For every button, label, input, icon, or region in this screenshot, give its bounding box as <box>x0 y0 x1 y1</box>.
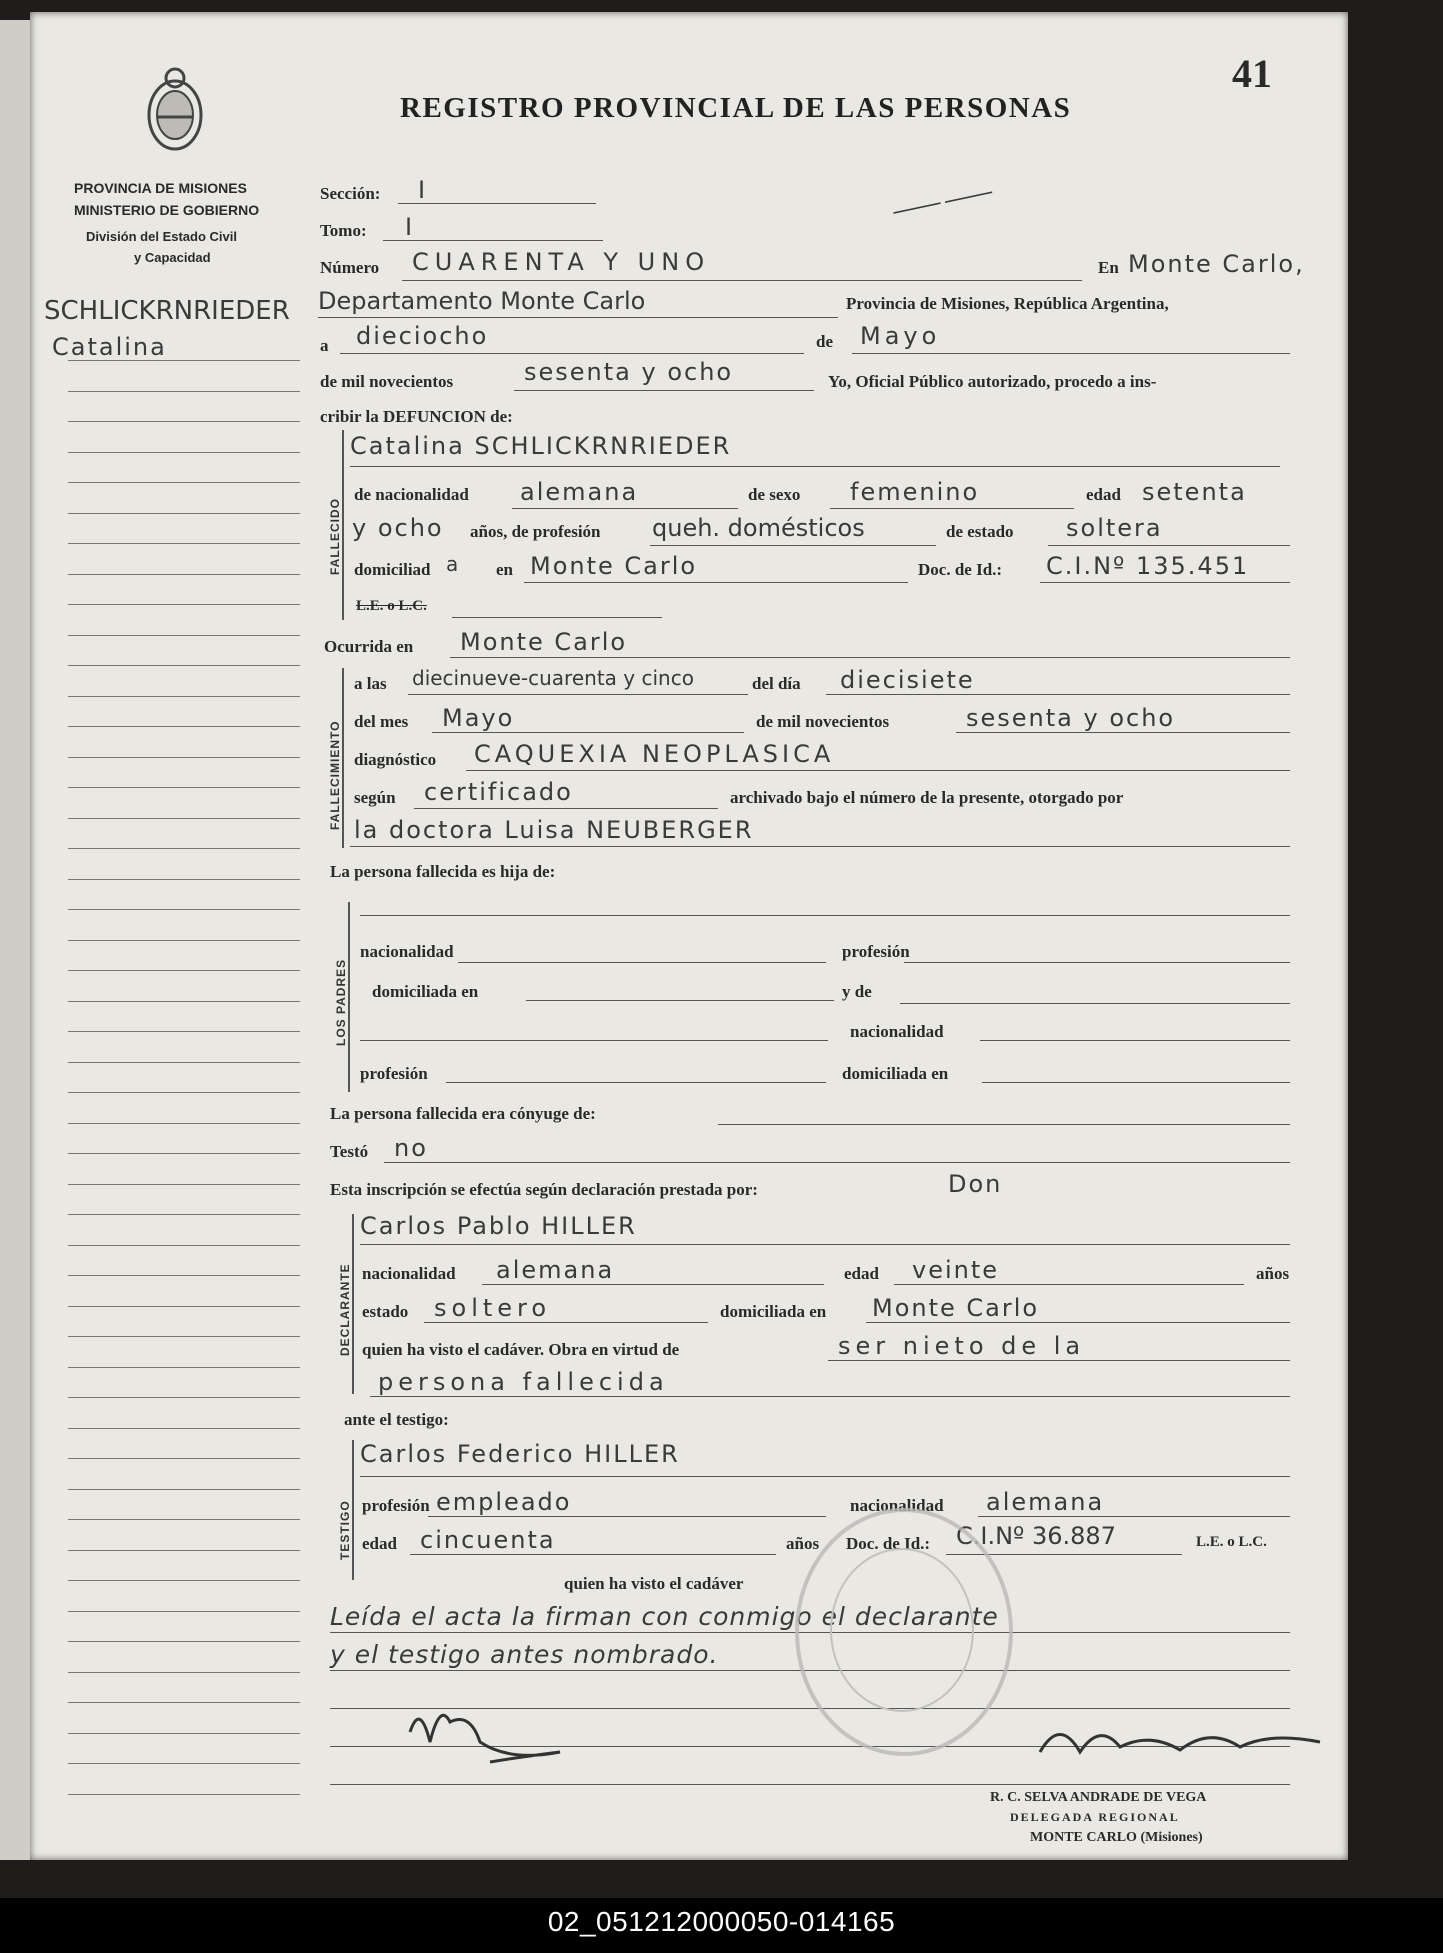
sello-linea-3: MONTE CARLO (Misiones) <box>1030 1830 1203 1845</box>
margin-ruled-line <box>68 1428 300 1429</box>
testigo-doc: C.I.Nº 36.887 <box>956 1522 1116 1550</box>
fallecido-edad-2: y ocho <box>352 514 444 542</box>
margin-ruled-line <box>68 1184 300 1185</box>
margin-ruled-line <box>68 604 300 605</box>
mes-value: Mayo <box>442 704 515 732</box>
margin-ruled-line <box>68 1733 300 1734</box>
fallecido-doc-label: Doc. de Id.: <box>918 560 1003 579</box>
cierre-lectura-2: y el testigo antes nombrado. <box>330 1640 719 1669</box>
padres-prof2-label: profesión <box>360 1064 428 1083</box>
oficial-text: Yo, Oficial Público autorizado, procedo a ins- <box>828 372 1157 391</box>
margin-ruled-line <box>68 970 300 971</box>
coat-of-arms-icon <box>140 60 210 160</box>
fallecimiento-anio-label: de mil novecientos <box>756 712 890 731</box>
margin-ruled-line <box>68 1275 300 1276</box>
diagnostico-label: diagnóstico <box>354 750 437 769</box>
declarante-nac-label: nacionalidad <box>362 1264 456 1283</box>
mes-value: Mayo <box>860 322 941 350</box>
padres-nac2-label: nacionalidad <box>850 1022 944 1041</box>
sello-linea-2: DELEGADA REGIONAL <box>1010 1810 1180 1824</box>
office-line-3: División del Estado Civil <box>86 229 237 244</box>
fallecido-domicilio: Monte Carlo <box>530 552 698 580</box>
fallecido-sexo: femenino <box>850 478 980 506</box>
office-line-4: y Capacidad <box>134 250 211 265</box>
segun-label: según <box>354 788 396 807</box>
sello-linea-1: R. C. SELVA ANDRADE DE VEGA <box>990 1790 1207 1805</box>
margin-ruled-line <box>68 848 300 849</box>
margin-name: Catalina <box>52 333 167 361</box>
conyuge-label: La persona fallecida era cónyuge de: <box>330 1104 596 1123</box>
dia-value: dieciocho <box>356 322 489 350</box>
testo-label: Testó <box>330 1142 369 1161</box>
testigo-nombre: Carlos Federico HILLER <box>360 1440 680 1468</box>
dia-value: diecisiete <box>840 666 975 694</box>
margin-surname: SCHLICKRNRIEDER <box>44 296 290 326</box>
fallecido-section-label: FALLECIDO <box>328 498 342 575</box>
image-id: 02_051212000050-014165 <box>547 1906 896 1937</box>
fallecimiento-section-label: FALLECIMIENTO <box>328 720 342 830</box>
fallecido-nacionalidad: alemana <box>520 478 639 506</box>
margin-ruled-line <box>68 1031 300 1032</box>
dia-label: del día <box>752 674 801 693</box>
margin-ruled-line <box>68 1397 300 1398</box>
declarant-signature <box>400 1682 600 1772</box>
margin-ruled-line <box>68 1245 300 1246</box>
testigo-edad-label: edad <box>362 1534 397 1553</box>
margin-ruled-line <box>68 452 300 453</box>
diagnostico-value: CAQUEXIA NEOPLASICA <box>474 740 835 768</box>
departamento-value: Departamento Monte Carlo <box>318 287 646 315</box>
testigo-nacionalidad: alemana <box>986 1488 1105 1516</box>
seccion-label: Sección: <box>320 184 381 203</box>
provincia-text: Provincia de Misiones, República Argentina, <box>846 294 1169 313</box>
en-label: En <box>1098 258 1119 277</box>
margin-ruled-line <box>68 543 300 544</box>
testo-value: no <box>394 1134 428 1162</box>
margin-ruled-line <box>68 635 300 636</box>
fallecimiento-anio: sesenta y ocho <box>966 704 1176 732</box>
declarante-nacionalidad: alemana <box>496 1256 615 1284</box>
fallecido-en-label: en <box>496 560 513 579</box>
fallecido-estado: soltera <box>1066 514 1163 542</box>
segun-value: certificado <box>424 778 573 806</box>
margin-ruled-line <box>68 1458 300 1459</box>
medico-value: la doctora Luisa NEUBERGER <box>354 816 754 844</box>
declarante-edad: veinte <box>912 1256 1000 1284</box>
declarante-tratamiento: Don <box>948 1170 1003 1198</box>
declarante-intro: Esta inscripción se efectúa según declaración prestada por: <box>330 1180 758 1199</box>
numero-value: CUARENTA Y UNO <box>412 248 711 276</box>
ocurrida-label: Ocurrida en <box>324 637 414 656</box>
declarante-estado: soltero <box>434 1294 552 1322</box>
margin-ruled-line <box>68 574 300 575</box>
padres-prof-label: profesión <box>842 942 910 961</box>
margin-ruled-line <box>68 421 300 422</box>
testigo-prof-label: profesión <box>362 1496 430 1515</box>
testigo-le-label: L.E. o L.C. <box>1196 1534 1267 1550</box>
padres-section-label: LOS PADRES <box>334 958 348 1046</box>
margin-ruled-line <box>68 1153 300 1154</box>
declarante-motivo-1: ser nieto de la <box>838 1332 1086 1360</box>
tomo-value: I <box>405 213 415 241</box>
padres-intro: La persona fallecida es hija de: <box>330 862 556 881</box>
margin-ruled-line <box>68 1550 300 1551</box>
margin-ruled-line <box>68 757 300 758</box>
tomo-label: Tomo: <box>320 221 367 240</box>
fallecido-prof-label: años, de profesión <box>470 522 601 541</box>
testigo-profesion: empleado <box>436 1488 572 1516</box>
margin-ruled-line <box>68 513 300 514</box>
margin-ruled-line <box>68 726 300 727</box>
testigo-section-label: TESTIGO <box>338 1500 352 1560</box>
fallecido-domic-suffix: a <box>446 552 461 576</box>
margin-ruled-line <box>68 940 300 941</box>
fallecido-profesion: queh. domésticos <box>652 514 865 542</box>
de-label: de <box>816 332 833 351</box>
margin-ruled-line <box>68 482 300 483</box>
padres-domic2-label: domiciliada en <box>842 1064 949 1083</box>
margin-ruled-line <box>68 696 300 697</box>
anio-value: sesenta y ocho <box>524 358 734 386</box>
margin-ruled-line <box>68 1672 300 1673</box>
margin-ruled-line <box>68 1062 300 1063</box>
margin-ruled-line <box>68 1580 300 1581</box>
margin-ruled-line <box>68 787 300 788</box>
margin-ruled-line <box>68 1519 300 1520</box>
fallecido-estado-label: de estado <box>946 522 1014 541</box>
officer-signature <box>1030 1712 1330 1772</box>
inscribir-text: cribir la DEFUNCION de: <box>320 407 513 426</box>
fallecido-doc: C.I.Nº 135.451 <box>1046 552 1250 580</box>
document-title: REGISTRO PROVINCIAL DE LAS PERSONAS <box>400 92 1072 124</box>
fallecido-nac-label: de nacionalidad <box>354 485 469 504</box>
declarante-anios-label: años <box>1256 1264 1290 1283</box>
a-label: a <box>320 336 329 355</box>
hora-value: diecinueve-cuarenta y cinco <box>412 666 694 690</box>
testigo-nac-label: nacionalidad <box>850 1496 944 1515</box>
margin-ruled-line <box>68 1306 300 1307</box>
margin-ruled-line <box>68 1763 300 1764</box>
en-value: Monte Carlo, <box>1128 250 1305 278</box>
hora-label: a las <box>354 674 387 693</box>
margin-ruled-line <box>68 1123 300 1124</box>
mes-label: del mes <box>354 712 409 731</box>
numero-label: Número <box>320 258 380 277</box>
margin-ruled-line <box>68 360 300 361</box>
margin-ruled-line <box>68 1214 300 1215</box>
margin-ruled-line <box>68 879 300 880</box>
margin-ruled-line <box>68 1336 300 1337</box>
office-line-2: MINISTERIO DE GOBIERNO <box>74 202 260 218</box>
fallecido-nombre: Catalina SCHLICKRNRIEDER <box>350 432 732 460</box>
previous-page-edge <box>0 20 33 1860</box>
testigo-visto-label: quien ha visto el cadáver <box>564 1574 744 1593</box>
padres-yde-label: y de <box>842 982 872 1001</box>
cierre-lectura-1: Leída el acta la firman con conmigo el declarante <box>330 1602 999 1631</box>
margin-ruled-line <box>68 1092 300 1093</box>
fallecido-le-label: L.E. o L.C. <box>356 598 427 614</box>
office-line-1: PROVINCIA DE MISIONES <box>74 180 247 196</box>
declarante-edad-label: edad <box>844 1264 879 1283</box>
ocurrida-value: Monte Carlo <box>460 628 628 656</box>
official-seal-inner <box>830 1548 974 1712</box>
margin-ruled-line <box>68 1702 300 1703</box>
archivado-text: archivado bajo el número de la presente, otorgado por <box>730 788 1124 807</box>
anio-label: de mil novecientos <box>320 372 454 391</box>
margin-ruled-line <box>68 1611 300 1612</box>
margin-ruled-line <box>68 909 300 910</box>
seccion-value: I <box>418 176 428 204</box>
margin-ruled-line <box>68 665 300 666</box>
margin-ruled-line <box>68 1489 300 1490</box>
margin-ruled-line <box>68 1367 300 1368</box>
testigo-doc-label: Doc. de Id.: <box>846 1534 931 1553</box>
padres-nac-label: nacionalidad <box>360 942 454 961</box>
testigo-anios-label: años <box>786 1534 820 1553</box>
fallecido-edad-label: edad <box>1086 485 1121 504</box>
margin-ruled-line <box>68 1794 300 1795</box>
declarante-estado-label: estado <box>362 1302 409 1321</box>
declarante-section-label: DECLARANTE <box>338 1263 352 1356</box>
margin-ruled-line <box>68 1001 300 1002</box>
fallecido-edad-1: setenta <box>1142 478 1247 506</box>
declarante-motivo-2: persona fallecida <box>378 1368 669 1396</box>
testigo-edad: cincuenta <box>420 1526 556 1554</box>
folio-number: 41 <box>1232 51 1272 96</box>
fallecido-sexo-label: de sexo <box>748 485 801 504</box>
margin-ruled-line <box>68 1641 300 1642</box>
padres-domic-label: domiciliada en <box>372 982 479 1001</box>
fallecido-domic-label: domiciliad <box>354 560 431 579</box>
testigo-intro: ante el testigo: <box>344 1410 449 1429</box>
declarante-nombre: Carlos Pablo HILLER <box>360 1212 637 1240</box>
margin-ruled-line <box>68 391 300 392</box>
margin-ruled-line <box>68 818 300 819</box>
declarante-domicilio: Monte Carlo <box>872 1294 1040 1322</box>
signature-top: ⸺⸺ <box>886 173 997 230</box>
declarante-visto-label: quien ha visto el cadáver. Obra en virtud de <box>362 1340 680 1359</box>
declarante-domic-label: domiciliada en <box>720 1302 827 1321</box>
